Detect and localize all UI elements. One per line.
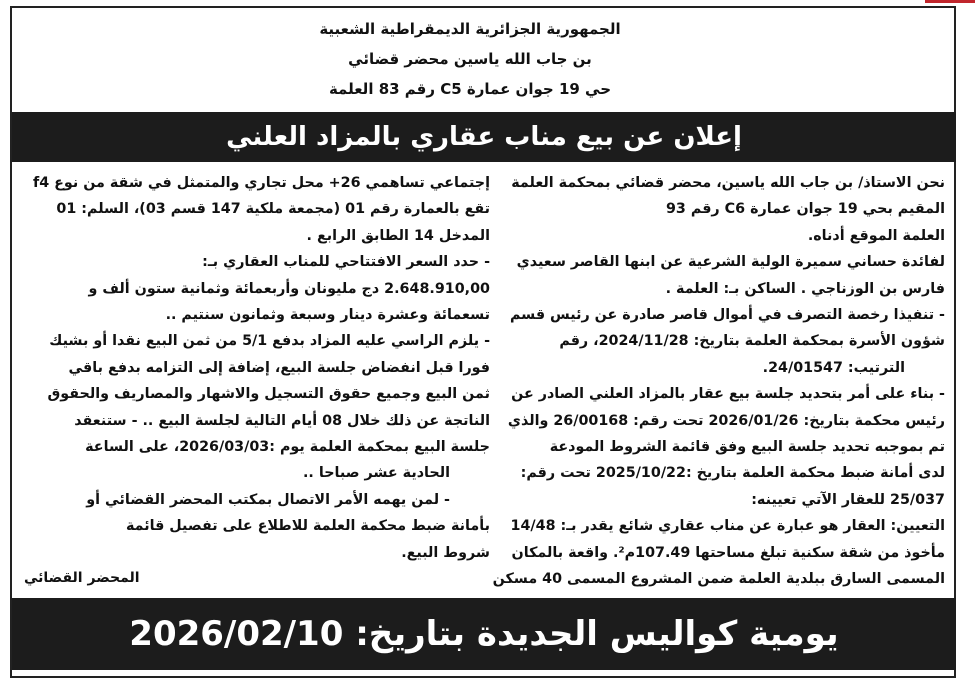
- text-line: شروط البيع.: [401, 544, 490, 561]
- text-line: تسعمائة وعشرة دينار وسبعة وثمانون سنتيم ..: [165, 307, 490, 324]
- signature: المحضر القضائي: [24, 570, 140, 586]
- text-line: - بناء على أمر بتحديد جلسة بيع عقار بالمزاد العلني الصادر عن: [511, 386, 945, 403]
- text-line: إجتماعي تساهمي 26+ محل تجاري والمتمثل في شقة من نوع f4: [32, 175, 490, 191]
- header-country: الجمهورية الجزائرية الديمقراطية الشعبية: [319, 20, 621, 38]
- text-line: 25/037 للعقار الآتي تعيينه:: [751, 491, 945, 508]
- text-line: 2.648.910,00 دج مليونان وأربعمائة وثمانية ستون ألف و: [88, 280, 490, 297]
- text-line: - لمن يهمه الأمر الاتصال بمكتب المحضر القضائي أو: [86, 491, 450, 508]
- text-line: المقيم بحي 19 جوان عمارة C6 رقم 93: [665, 201, 945, 218]
- text-line: فورا قبل انفضاض جلسة البيع، إضافة إلى التزامه بدفع باقي: [68, 359, 490, 376]
- text-line: لدى أمانة ضبط محكمة العلمة بتاريخ :2025/10/22 تحت رقم:: [520, 465, 945, 482]
- publication-footer: يومية كواليس الجديدة بتاريخ: 2026/02/10: [12, 598, 956, 670]
- text-line: مأخوذ من شقة سكنية تبلغ مساحتها 107.49م². واقعة بالمكان: [511, 544, 945, 561]
- text-line: نحن الاستاذ/ بن جاب الله ياسين، محضر قضائي بمحكمة العلمة: [511, 175, 945, 191]
- text-line: الترتيب: 24/01547.: [762, 359, 905, 376]
- text-line: شؤون الأسرة بمحكمة العلمة بتاريخ: 2024/11/28، رقم: [559, 333, 945, 350]
- text-line: ثمن البيع وجميع حقوق التسجيل والاشهار والمصاريف والحقوق: [47, 386, 490, 403]
- header-bailiff: بن جاب الله ياسين محضر قضائي: [348, 50, 592, 68]
- text-line: - حدد السعر الافتتاحي للمناب العقاري بـ:: [202, 254, 490, 271]
- left-column: [26, 170, 490, 566]
- text-line: جلسة البيع بمحكمة العلمة يوم :2026/03/03، على الساعة: [85, 439, 490, 456]
- right-column: [492, 170, 945, 593]
- text-line: تقع بالعمارة رقم 01 (مجمعة ملكية 147 قسم 03)، السلم: 01: [56, 201, 490, 218]
- text-line: فارس بن الوزناجي . الساكن بـ: العلمة .: [665, 280, 945, 297]
- text-line: الحادية عشر صباحا ..: [302, 465, 450, 482]
- text-line: لفائدة حساني سميرة الولية الشرعية عن ابنها القاصر سعيدي: [516, 254, 945, 271]
- text-line: - يلزم الراسي عليه المزاد بدفع 5/1 من ثمن البيع نقدا أو بشيك: [49, 333, 490, 350]
- text-line: العلمة الموقع أدناه.: [807, 227, 945, 244]
- text-line: تم بموجبه تحديد جلسة البيع وفق قائمة الشروط المودعة: [549, 439, 945, 456]
- header-address: حي 19 جوان عمارة C5 رقم 83 العلمة: [328, 80, 612, 98]
- text-line: المدخل 14 الطابق الرابع .: [306, 227, 490, 244]
- text-line: - تنفيذا رخصة التصرف في أموال قاصر صادرة عن رئيس قسم: [509, 307, 945, 324]
- text-line: التعيين: العقار هو عبارة عن مناب عقاري شائع يقدر بـ: 14/48: [510, 518, 945, 535]
- text-line: الناتجة عن ذلك خلال 08 أيام التالية لجلسة البيع .. - ستنعقد: [74, 412, 490, 429]
- text-line: المسمى السارق ببلدية العلمة ضمن المشروع المسمى 40 مسكن: [492, 571, 945, 588]
- text-line: بأمانة ضبط محكمة العلمة للاطلاع على تفصيل قائمة: [125, 518, 490, 535]
- accent-line: [925, 0, 975, 3]
- notice-title: إعلان عن بيع مناب عقاري بالمزاد العلني: [12, 112, 956, 162]
- text-line: رئيس محكمة بتاريخ: 2026/01/26 تحت رقم: 26/00168 والذي: [507, 412, 945, 429]
